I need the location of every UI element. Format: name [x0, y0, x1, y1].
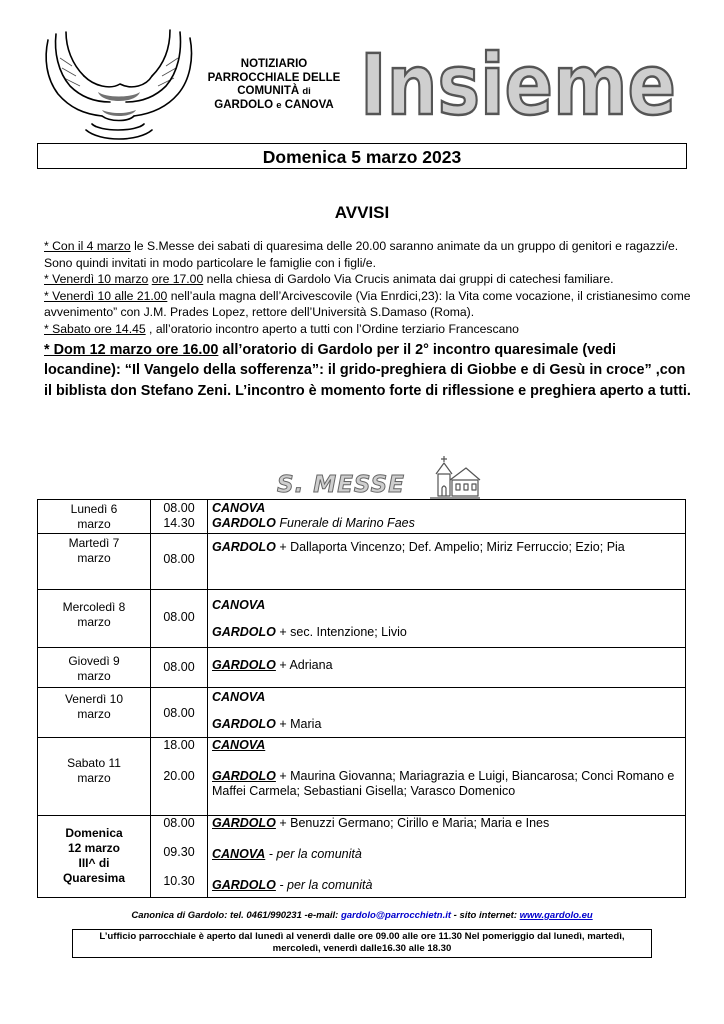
messe-intention-line [212, 658, 685, 673]
contact-prefix: Canonica di Gardolo: tel. 0461/990231 -e-mail: [131, 910, 341, 921]
messe-intention-text: + sec. Intenzione; Livio [275, 625, 407, 639]
messe-times [151, 590, 208, 648]
messe-row [38, 648, 686, 688]
messe-intention-line [212, 878, 685, 893]
messe-intention-text: Funerale di Marino Faes [275, 516, 415, 530]
masthead-canova: CANOVA [284, 98, 334, 111]
avviso-lead: * Venerdì 10 alle 21.00 [44, 288, 168, 303]
avviso-highlight [44, 340, 692, 402]
messe-day-line: marzo [77, 517, 111, 531]
messe-place: GARDOLO [212, 769, 276, 783]
messe-intention-text: + Adriana [275, 658, 333, 672]
messe-day-line: marzo [77, 771, 111, 785]
messe-day-line: marzo [77, 669, 111, 683]
messe-day-line: Quaresima [62, 871, 126, 885]
messe-intentions [208, 738, 686, 816]
avviso-lead: * Sabato ore 14.45 [44, 321, 146, 336]
site-prefix: - sito internet: [451, 910, 520, 921]
masthead-di: di [302, 86, 311, 97]
messe-place: GARDOLO [212, 625, 276, 639]
messe-intention-line [212, 717, 685, 732]
messe-times [151, 648, 208, 688]
avviso-lead: * Con il 4 marzo [44, 239, 131, 253]
avviso-text: nell’aula magna dell’Arcivescovile (Via Enrdici,23): la Vita come vocazione, il cristianesimo come avvenimento” con J.M. Prades Lopez, rettore dell’Università S.Damaso (Roma). [44, 288, 691, 320]
messe-day [38, 534, 151, 590]
masthead [196, 58, 352, 112]
messe-place: GARDOLO [212, 540, 276, 554]
messe-intention-line [212, 540, 685, 555]
messe-intentions [208, 816, 686, 898]
messe-row [38, 534, 686, 590]
messe-schedule-table [37, 499, 686, 898]
messe-row [38, 500, 686, 534]
messe-day [38, 738, 151, 816]
messe-day-line: Mercoledì 8 [62, 600, 126, 614]
messe-intention-text: + Dallaporta Vincenzo; Def. Ampelio; Miriz Ferruccio; Ezio; Pia [275, 540, 625, 554]
messe-time: 09.30 [163, 845, 195, 859]
email-link[interactable]: gardolo@parrocchietn.it [340, 910, 452, 921]
messe-time: 08.00 [163, 610, 195, 624]
messe-day [38, 500, 151, 534]
messe-intentions [208, 688, 686, 738]
messe-day-line: Martedì 7 [68, 536, 120, 550]
messe-intention-line [212, 501, 685, 516]
messe-row [38, 816, 686, 898]
messe-intention-line [212, 847, 685, 862]
contact-line [0, 910, 724, 921]
messe-time: 08.00 [163, 706, 195, 720]
avviso-item [44, 238, 692, 271]
messe-place: CANOVA [212, 598, 266, 612]
messe-time: 18.00 [163, 738, 195, 752]
messe-place: CANOVA [212, 690, 266, 704]
messe-day [38, 648, 151, 688]
avviso-lead-time: ore 17.00 [151, 272, 204, 287]
messe-intentions [208, 590, 686, 648]
messe-place: GARDOLO [212, 658, 276, 672]
messe-intention-text: + Benuzzi Germano; Cirillo e Maria; Maria e Ines [275, 816, 550, 830]
messe-intention-text: - per la comunità [275, 878, 373, 892]
avviso-highlight-lead: * Dom 12 marzo ore 16.00 [44, 341, 219, 358]
messe-intention-text: + Maria [275, 717, 322, 731]
messe-day-line: marzo [77, 615, 111, 629]
avviso-text: , all’oratorio incontro aperto a tutti con l’Ordine terziario Francescano [145, 321, 519, 336]
messe-place: CANOVA [212, 501, 266, 515]
masthead-gardolo: GARDOLO [214, 98, 274, 111]
messe-intention-text: + Maurina Giovanna; Mariagrazia e Luigi, Biancarosa; Conci Romano e Maffei Carmela; Sebastiani Gisella; Varasco Domenico [212, 769, 675, 798]
messe-place: GARDOLO [212, 717, 276, 731]
messe-day-line: 12 marzo [67, 841, 121, 855]
avvisi-list [44, 238, 692, 401]
avviso-text: nella chiesa di Gardolo Via Crucis animata dai gruppi di catechesi familiare. [203, 272, 614, 287]
messe-intention-line [212, 769, 685, 799]
messe-row [38, 738, 686, 816]
office-hours: L’ufficio parrocchiale è aperto dal lunedì al venerdì dalle ore 09.00 alle ore 11.30 Nel pomeriggio dal lunedì, martedì, mercoledì, venerdì dalle16.30 alle 18.30 [72, 929, 652, 958]
messe-times [151, 534, 208, 590]
messe-time: 20.00 [163, 769, 195, 783]
masthead-line-1: NOTIZIARIO [240, 58, 308, 70]
newsletter-title-text: Insieme [360, 36, 676, 134]
messe-day-line: Giovedì 9 [68, 654, 120, 668]
messe-intention-line [212, 690, 685, 705]
masthead-line-2: PARROCCHIALE DELLE [207, 71, 341, 84]
avvisi-heading: AVVISI [334, 203, 390, 222]
messe-time: 08.00 [163, 816, 195, 830]
messe-time: 08.00 [163, 660, 195, 674]
avviso-item [44, 288, 692, 321]
messe-day-line: marzo [77, 707, 111, 721]
messe-intentions [208, 534, 686, 590]
messe-times [151, 738, 208, 816]
avviso-lead: * Venerdì 10 marzo [44, 272, 149, 287]
messe-heading: S. MESSE [277, 472, 405, 498]
avviso-text: le S.Messe dei sabati di quaresima delle 20.00 saranno animate da un gruppo di genitori e ragazzi/e. Sono quindi invitati in modo particolare le famiglie con i figli/e. [44, 239, 679, 270]
messe-day-line: Sabato 11 [67, 756, 121, 770]
messe-day-line: Domenica [65, 826, 123, 840]
messe-day-line: marzo [77, 551, 111, 565]
website-link[interactable]: www.gardolo.eu [519, 910, 593, 921]
messe-day-line: Lunedì 6 [70, 502, 118, 516]
messe-time: 08.00 [163, 501, 195, 515]
messe-times [151, 816, 208, 898]
messe-place: GARDOLO [212, 878, 276, 892]
messe-day [38, 816, 151, 898]
messe-place: GARDOLO [212, 516, 276, 530]
masthead-e: e [276, 99, 282, 111]
masthead-line-3 [196, 85, 352, 99]
avviso-item [44, 321, 692, 338]
messe-intentions [208, 648, 686, 688]
messe-row [38, 688, 686, 738]
messe-intention-line [212, 816, 685, 831]
messe-intention-text: - per la comunità [265, 847, 362, 861]
avviso-item [44, 271, 692, 288]
messe-place: CANOVA [212, 738, 266, 752]
messe-day-line: Venerdì 10 [64, 692, 124, 706]
messe-times [151, 688, 208, 738]
messe-place: CANOVA [212, 847, 266, 861]
messe-intention-line [212, 738, 685, 753]
issue-date: Domenica 5 marzo 2023 [37, 143, 687, 169]
messe-time: 10.30 [163, 874, 195, 888]
messe-intention-line [212, 598, 685, 613]
messe-day [38, 590, 151, 648]
church-icon [428, 454, 482, 500]
messe-intentions [208, 500, 686, 534]
masthead-line-4 [196, 99, 352, 113]
messe-day [38, 688, 151, 738]
messe-time: 08.00 [163, 552, 195, 566]
messe-times [151, 500, 208, 534]
avviso-highlight-text: all’oratorio di Gardolo per il 2° incontro quaresimale (vedi locandine): “Il Vangelo della sofferenza”: il grido-preghiera di Giobbe e di Gesù in croce” ,con il biblista don Stefano Zeni. L’incontro è momento forte di riflessione e preghiera aperto a tutti. [44, 341, 691, 399]
messe-day-line: III^ di [78, 856, 110, 870]
newsletter-title-insieme [358, 36, 680, 134]
messe-row [38, 590, 686, 648]
messe-intention-line [212, 625, 685, 640]
messe-time: 14.30 [163, 516, 195, 530]
masthead-comunita: COMUNITÀ [237, 85, 300, 97]
messe-place: GARDOLO [212, 816, 276, 830]
messe-intention-line [212, 516, 685, 531]
praying-hands-logo [40, 28, 198, 146]
